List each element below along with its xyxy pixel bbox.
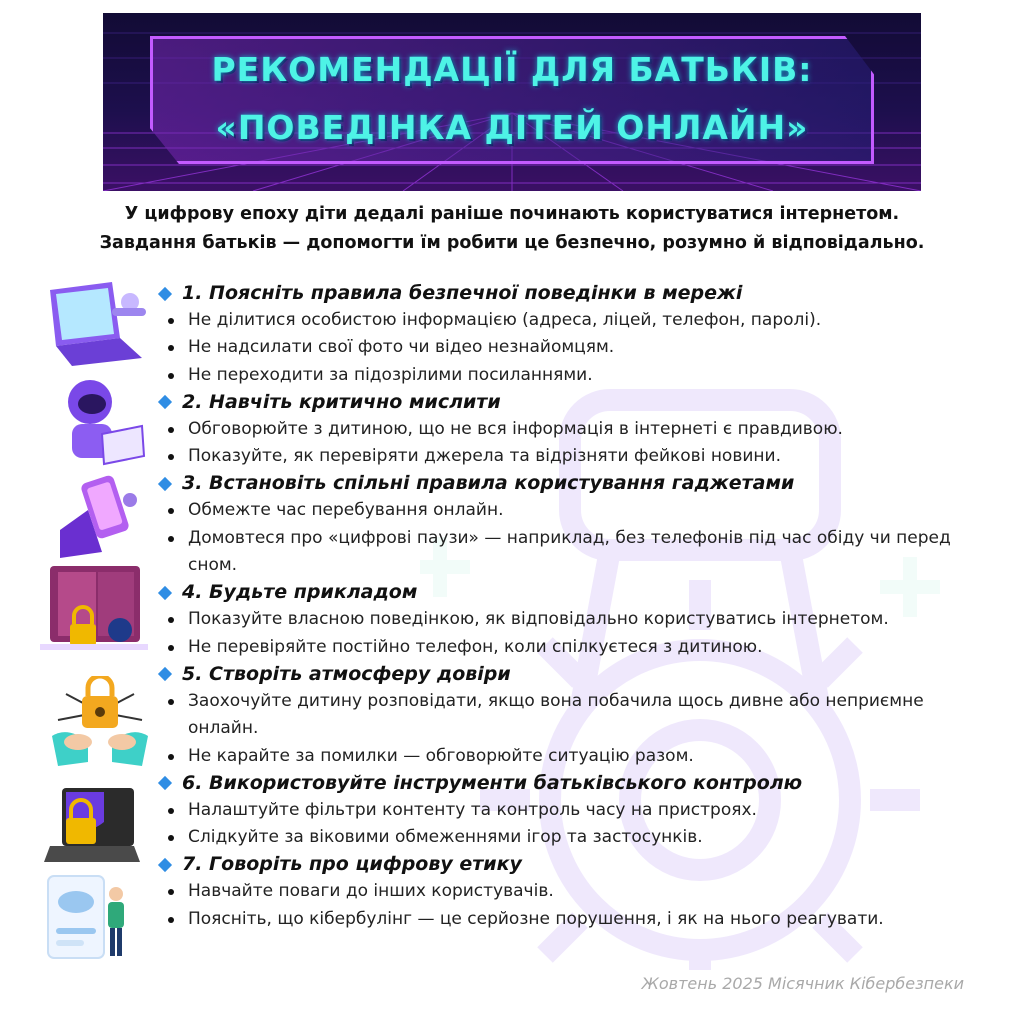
- list-item: Налаштуйте фільтри контенту та контроль часу на пристроях.: [158, 797, 978, 824]
- list-item: Не ділитися особистою інформацією (адреса, ліцей, телефон, паролі).: [158, 307, 978, 334]
- diamond-bullet-icon: [158, 858, 172, 872]
- list-item: Не надсилати свої фото чи відео незнайомцям.: [158, 334, 978, 361]
- section-2: [158, 389, 978, 471]
- section-title: 3. Встановіть спільні правила користування гаджетами: [182, 472, 795, 495]
- intro-text: [40, 200, 984, 258]
- hand-phone-icon: [58, 470, 154, 560]
- diamond-bullet-icon: [158, 395, 172, 409]
- diamond-bullet-icon: [158, 776, 172, 790]
- section-title: 5. Створіть атмосферу довіри: [182, 662, 511, 685]
- footer-caption: Жовтень 2025 Місячник Кібербезпеки: [641, 974, 964, 993]
- laptop-robot-hand-icon: [42, 280, 152, 368]
- intro-line2: Завдання батьків — допомогти їм робити це безпечно, розумно й відповідально.: [99, 233, 925, 253]
- laptop-lock-icon: [44, 782, 140, 874]
- section-title: 4. Будьте прикладом: [182, 581, 418, 604]
- list-item: Не переходити за підозрілими посиланнями.: [158, 362, 978, 389]
- banner-title-line2: «ПОВЕДІНКА ДІТЕЙ ОНЛАЙН»: [215, 108, 809, 147]
- section-4: [158, 579, 978, 661]
- list-item: Заохочуйте дитину розповідати, якщо вона побачила щось дивне або неприємне онлайн.: [158, 688, 978, 743]
- diamond-bullet-icon: [158, 667, 172, 681]
- list-item: Домовтеся про «цифрові паузи» — наприклад, без телефонів під час обіду чи перед сном.: [158, 525, 978, 580]
- section-title: 2. Навчіть критично мислити: [182, 390, 501, 413]
- section-title: 7. Говоріть про цифрову етику: [182, 853, 522, 876]
- person-cloud-icon: [44, 872, 138, 964]
- hands-lock-icon: [48, 676, 152, 772]
- header-banner: [103, 13, 921, 191]
- list-item: Навчайте поваги до інших користувачів.: [158, 878, 978, 905]
- section-1: [158, 280, 978, 389]
- robot-reading-icon: [52, 374, 150, 472]
- list-item: Не карайте за помилки — обговорюйте ситуацію разом.: [158, 743, 978, 770]
- list-item: Показуйте власною поведінкою, як відповідально користуватись інтернетом.: [158, 606, 978, 633]
- recommendations-list: [158, 280, 978, 933]
- section-3: [158, 470, 978, 579]
- list-item: Не перевіряйте постійно телефон, коли спілкуєтеся з дитиною.: [158, 634, 978, 661]
- section-6: [158, 770, 978, 852]
- banner-title-line1: РЕКОМЕНДАЦІЇ ДЛЯ БАТЬКІВ:: [211, 50, 813, 89]
- diamond-bullet-icon: [158, 586, 172, 600]
- diamond-bullet-icon: [158, 477, 172, 491]
- section-title: 1. Поясніть правила безпечної поведінки в мережі: [182, 282, 743, 304]
- section-7: [158, 851, 978, 933]
- book-lock-icon: [40, 562, 148, 664]
- list-item: Показуйте, як перевіряти джерела та відрізняти фейкові новини.: [158, 443, 978, 470]
- section-5: [158, 661, 978, 770]
- intro-line1: У цифрову епоху діти дедалі раніше починають користуватися інтернетом.: [124, 204, 900, 224]
- diamond-bullet-icon: [158, 286, 172, 300]
- list-item: Обговорюйте з дитиною, що не вся інформація в інтернеті є правдивою.: [158, 416, 978, 443]
- list-item: Слідкуйте за віковими обмеженнями ігор та застосунків.: [158, 824, 978, 851]
- section-title: 6. Використовуйте інструменти батьківського контролю: [182, 771, 803, 794]
- banner-title: [150, 41, 874, 157]
- list-item: Обмежте час перебування онлайн.: [158, 497, 978, 524]
- list-item: Поясніть, що кібербулінг — це серйозне порушення, і як на нього реагувати.: [158, 906, 978, 933]
